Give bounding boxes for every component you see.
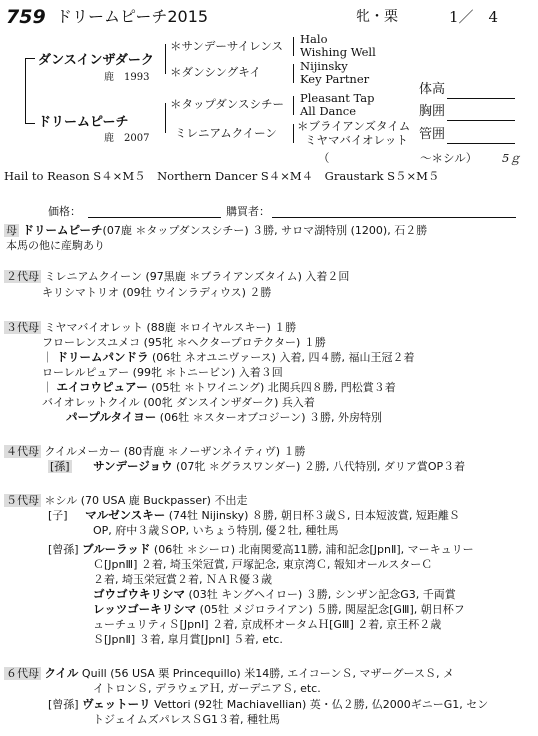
fifth-entry-1-cont1: Ｃ[JpnⅢ] ２着, 埼玉栄冠賞, 戸塚記念, 東京湾Ｃ, 報知オールスターＣ: [93, 558, 433, 571]
grandchild-tag: [孫]: [50, 460, 70, 473]
sire-dam: ＊ダンシングキイ: [170, 65, 261, 79]
gen3-4: Key Partner: [300, 72, 370, 86]
third-dam-line-2: ｜ ドリームパンドラ (06牡 ネオユニヴァース) 入着, 四４勝, 福山王冠２着: [42, 350, 415, 364]
second-dam-text: ミレニアムクイーン (97黒鹿 ＊ブライアンズタイム) 入着２回: [44, 270, 350, 283]
weight: 5ｇ: [502, 151, 521, 165]
gen3-3: Nijinsky: [300, 59, 348, 73]
horse-quill: クイル: [44, 666, 79, 680]
fifth-dam-tag: ５代母: [6, 494, 39, 507]
horse-eikou-pure: エイコウピュアー: [56, 380, 148, 394]
third-dam-line-3: ローレルピュアー (99牝 ＊トニービン) 入着３回: [42, 366, 283, 379]
horse-gogo-kirishima: ゴウゴウキリシマ: [93, 587, 185, 601]
buyer-label: 購買者：: [226, 205, 270, 218]
horse-blue-lad: ブルーラッド: [82, 542, 151, 556]
fifth-entry-0-cont: OP, 府中３歳ＳOP, いちょう特別, 優２牡, 種牡馬: [93, 524, 339, 537]
horse-sunday-jo: サンデージョウ: [93, 459, 173, 473]
third-dam-line-6: パープルタイヨー (06牡 ＊スターオブコジーン) ３勝, 外房特別: [66, 410, 383, 424]
sire-name: ダンスインザダーク: [38, 53, 154, 68]
dam-sire: ＊タップダンスシチー: [170, 97, 284, 111]
height-label: 体高: [419, 82, 446, 97]
paren-open: （: [318, 151, 330, 165]
bar-1: ｜: [42, 351, 53, 364]
bar-2: ｜: [42, 381, 53, 394]
horse-name: ドリームピーチ2015: [56, 7, 209, 26]
fourth-dam-tag: ４代母: [6, 445, 39, 458]
dam-dam: ミレニアムクイーン: [175, 126, 277, 140]
fourth-dam-line: [4, 445, 306, 458]
dam-tag: 母: [6, 224, 17, 237]
second-dam-tag: ２代母: [6, 270, 39, 283]
dam-section-desc: (07鹿 ＊タップダンスシチー) ３勝, サロマ湖特別 (1200), 石２勝: [102, 224, 428, 237]
fourth-dam-text: クイルメーカー (80青鹿 ＊ノーザンネイティヴ) １勝: [44, 445, 306, 458]
sire-sire: ＊サンデーサイレンス: [170, 39, 283, 53]
gen3-8: ミヤマバイオレット: [305, 133, 408, 147]
gen3-6: All Dance: [300, 104, 357, 118]
dam-name: ドリームピーチ: [38, 115, 129, 130]
fifth-entry-3-cont2: Ｓ[JpnⅡ] ３着, 皐月賞[JpnⅠ] ５着, etc.: [93, 633, 283, 646]
third-dam-tag: ３代母: [6, 321, 39, 334]
horse-purple-taiyo: パープルタイヨー: [66, 410, 157, 424]
price-label: 価格：: [48, 205, 81, 218]
fifth-entry-3: レッツゴーキリシマ (05牡 メジロライアン) ５勝, 関屋記念[GⅢ], 朝日杯フ: [93, 602, 465, 616]
fourth-dam-grandchild: [孫] サンデージョウ (07牝 ＊グラスワンダー) ２勝, 八代特別, ダリア賞OP３着: [50, 459, 466, 473]
dam-section-name: ドリームピーチ: [22, 223, 103, 237]
second-dam-line: [4, 270, 349, 283]
dam-info: 鹿 2007: [104, 133, 150, 144]
third-dam-line: [4, 321, 296, 334]
third-dam-text: ミヤマバイオレット (88鹿 ＊ロイヤルスキー) １勝: [44, 321, 297, 334]
third-dam-line-1: フローレンスユメコ (95牝 ＊ヘクタープロテクター) １勝: [42, 336, 326, 349]
gen3-2: Wishing Well: [300, 45, 376, 59]
sixth-dam-entry-cont: トジェイムズパレスＳG1３着, 種牡馬: [93, 713, 280, 726]
fifth-entry-3-cont1: ューチュリティＳ[JpnⅠ] ２着, 京成杯オータムＨ[GⅢ] ２着, 京王杯２歳: [93, 618, 442, 631]
page-indicator: 1／ 4: [449, 8, 499, 26]
fifth-entry-0: [子] マルゼンスキー (74牡 Nijinsky) ８勝, 朝日杯３歳Ｓ, 日本短波賞, 短距離Ｓ: [48, 508, 460, 522]
sixth-dam-line: ６代母 クイル Quill (56 USA 栗 Princequillo) 米14勝, エイコーンＳ, マザーグースＳ, メ: [6, 666, 454, 680]
sixth-dam-cont: イトロンＳ, デラウェアＨ, ガーデニアＳ, etc.: [93, 682, 321, 695]
third-dam-line-4: ｜ エイコウピュアー (05牡 ＊トワイニング) 北関兵四８勝, 門松賞３着: [42, 380, 396, 394]
gen3-5: Pleasant Tap: [300, 91, 375, 105]
fifth-entry-1: [曾孫] ブルーラッド (06牡 ＊シーロ) 北南関愛高11勝, 浦和記念[JpnⅡ], マーキュリー: [48, 542, 474, 556]
fifth-dam-text: ＊シル (70 USA 鹿 Buckpasser) 不出走: [44, 494, 248, 507]
inbreeding-line: Hail to Reason S４×M５ Northern Dancer S４×M４ Graustark S５×M５: [4, 169, 440, 183]
sire-info: 鹿 1993: [104, 72, 150, 83]
second-dam-offspring: キリシマトリオ (09牡 ウインラディウス) ２勝: [42, 286, 272, 299]
horse-vettori: ヴェットーリ: [82, 697, 151, 711]
fifth-entry-2: ゴウゴウキリシマ (03牡 キングヘイロー) ３勝, シンザン記念G3, 千両賞: [93, 587, 456, 601]
horse-dream-pandora: ドリームパンドラ: [56, 350, 149, 364]
fifth-entry-1-cont2: ２着, 埼玉栄冠賞２着, ＮＡＲ優３歳: [93, 573, 272, 586]
gen3-7: ＊ブライアンズタイム: [297, 119, 411, 133]
sixth-dam-tag: ６代母: [6, 667, 39, 680]
catalog-number: 759: [6, 6, 46, 28]
chest-label: 胸囲: [419, 104, 446, 119]
dam-note: 本馬の他に産駒あり: [6, 239, 105, 252]
dam-section-line: [4, 224, 427, 238]
fifth-dam-line: [4, 494, 247, 507]
horse-maruzensky: マルゼンスキー: [85, 508, 166, 522]
sex-color: 牝・栗: [356, 9, 398, 25]
gen3-1: Halo: [300, 32, 328, 46]
horse-lets-go-kirishima: レッツゴーキリシマ: [93, 602, 197, 616]
paren-close: ～＊シル）: [420, 151, 478, 165]
cannon-label: 管囲: [419, 127, 446, 142]
third-dam-line-5: バイオレットクイル (00牝 ダンスインザダーク) 兵入着: [42, 396, 315, 409]
sixth-dam-entry: [曾孫] ヴェットーリ Vettori (92牡 Machiavellian) 英・仏２勝, 仏2000ギニーG1, セン: [48, 697, 489, 711]
